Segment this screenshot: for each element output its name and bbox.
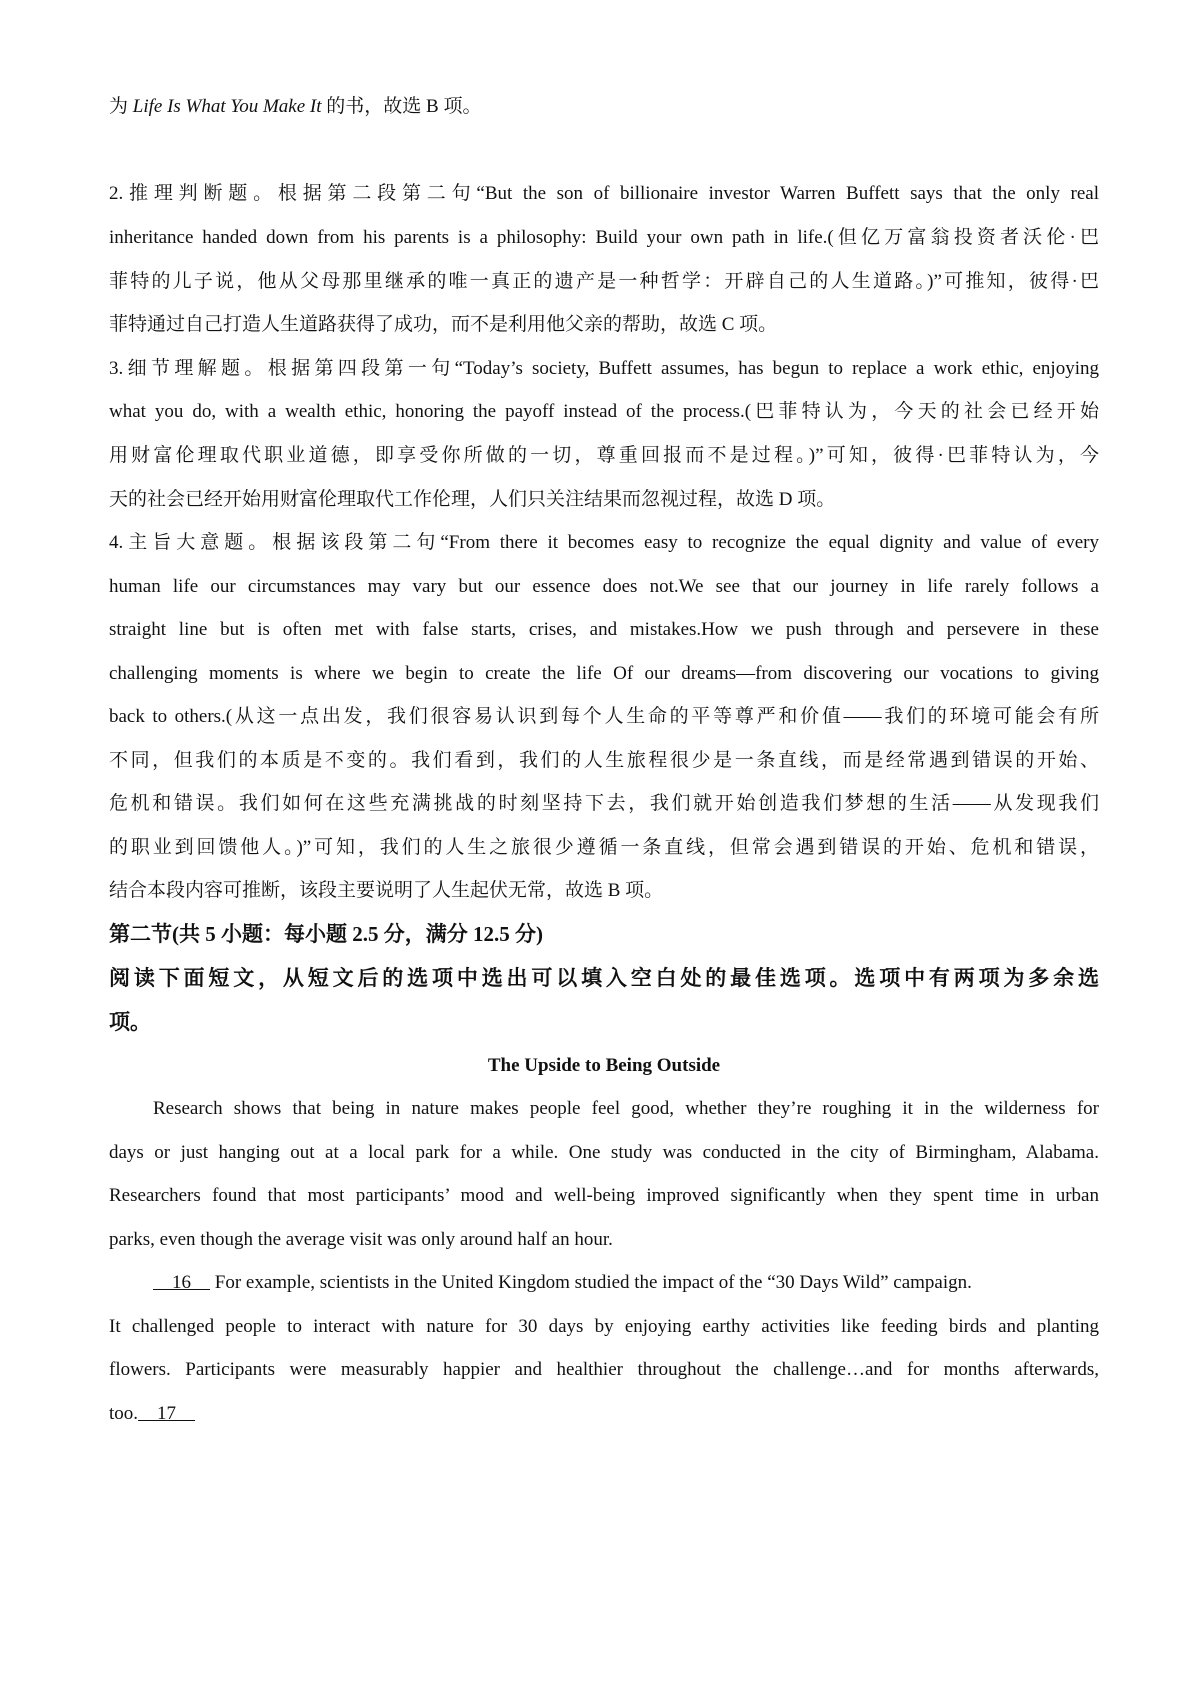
q2-line-1: 2.推理判断题。根据第二段第二句“But the son of billionaire investor Warren Buffett says that the only real [109,183,1099,204]
q3-line-2: what you do, with a wealth ethic, honoring the payoff instead of the process.(巴菲特认为，今天的社会已经开始 [109,401,1099,422]
q2-line-4: 菲特通过自己打造人生道路获得了成功，而不是利用他父亲的帮助，故选 C 项。 [109,314,778,335]
passage-p1-line-4: parks, even though the average visit was only around half an hour. [109,1229,613,1250]
passage-p1-line-3: Researchers found that most participants’ mood and well-being improved significantly when they spent time in urban [109,1185,1099,1206]
instruction-line-1: 阅读下面短文，从短文后的选项中选出可以填入空白处的最佳选项。选项中有两项为多余选 [109,966,1099,990]
q4-line-3: straight line but is often met with false starts, crises, and mistakes.How we push through and persevere in these [109,619,1099,640]
q3-line-4: 天的社会已经开始用财富伦理取代工作伦理，人们只关注结果而忽视过程，故选 D 项。 [109,489,836,510]
blank-16[interactable]: 16 [153,1272,210,1293]
q4-line-7: 危机和错误。我们如何在这些充满挑战的时刻坚持下去，我们就开始创造我们梦想的生活——从发现我们 [109,793,1099,814]
passage-p2-line-1 [109,1271,1099,1295]
q4-line-9: 结合本段内容可推断，该段主要说明了人生起伏无常，故选 B 项。 [109,880,664,901]
q4-line-6: 不同，但我们的本质是不变的。我们看到，我们的人生旅程很少是一条直线，而是经常遇到错误的开始、 [109,750,1099,771]
passage-p2-line-2: It challenged people to interact with nature for 30 days by enjoying earthy activities like feeding birds and planting [109,1316,1099,1337]
section-heading: 第二节(共 5 小题：每小题 2.5 分，满分 12.5 分) [109,922,543,946]
text-segment: For example, scientists in the United Kingdom studied the impact of the “30 Days Wild” campaign. [210,1272,972,1293]
q4-line-1: 4.主旨大意题。根据该段第二句“From there it becomes easy to recognize the equal dignity and value of every [109,532,1099,553]
q4-line-2: human life our circumstances may vary but our essence does not.We see that our journey in life rarely follows a [109,576,1099,597]
q2-line-3: 菲特的儿子说，他从父母那里继承的唯一真正的遗产是一种哲学：开辟自己的人生道路。)”可推知，彼得·巴 [109,271,1099,292]
q3-line-1: 3.细节理解题。根据第四段第一句“Today’s society, Buffett assumes, has begun to replace a work ethic, enjoying [109,358,1099,379]
q3-line-3: 用财富伦理取代职业道德，即享受你所做的一切，尊重回报而不是过程。)”可知，彼得·巴菲特认为，今 [109,445,1099,466]
passage-p2-line-3: flowers. Participants were measurably happier and healthier throughout the challenge…and for months afterwards, [109,1359,1099,1380]
passage-p1-line-2: days or just hanging out at a local park for a while. One study was conducted in the city of Birmingham, Alabama. [109,1142,1099,1163]
text-segment: too. [109,1403,139,1424]
q4-line-4: challenging moments is where we begin to create the life Of our dreams—from discovering our vocations to giving [109,663,1099,684]
text-segment: 为 [109,96,133,117]
passage-p1-line-1: Research shows that being in nature makes people feel good, whether they’re roughing it in the wilderness for [153,1098,1099,1119]
q4-line-8: 的职业到回馈他人。)”可知，我们的人生之旅很少遵循一条直线，但常会遇到错误的开始、危机和错误， [109,837,1099,858]
passage-p2-line-4 [109,1402,1099,1426]
q4-line-5: back to others.(从这一点出发，我们很容易认识到每个人生命的平等尊严和价值——我们的环境可能会有所 [109,706,1099,727]
blank-17[interactable]: 17 [138,1403,196,1424]
text-segment: 的书，故选 B 项。 [321,96,482,117]
q2-line-2: inheritance handed down from his parents is a philosophy: Build your own path in life.(但亿万富翁投资者沃伦·巴 [109,227,1099,248]
answer-continuation-line [109,95,1099,119]
book-title: Life Is What You Make It [132,96,322,117]
passage-title: The Upside to Being Outside [487,1055,721,1076]
instruction-line-2: 项。 [109,1010,151,1034]
